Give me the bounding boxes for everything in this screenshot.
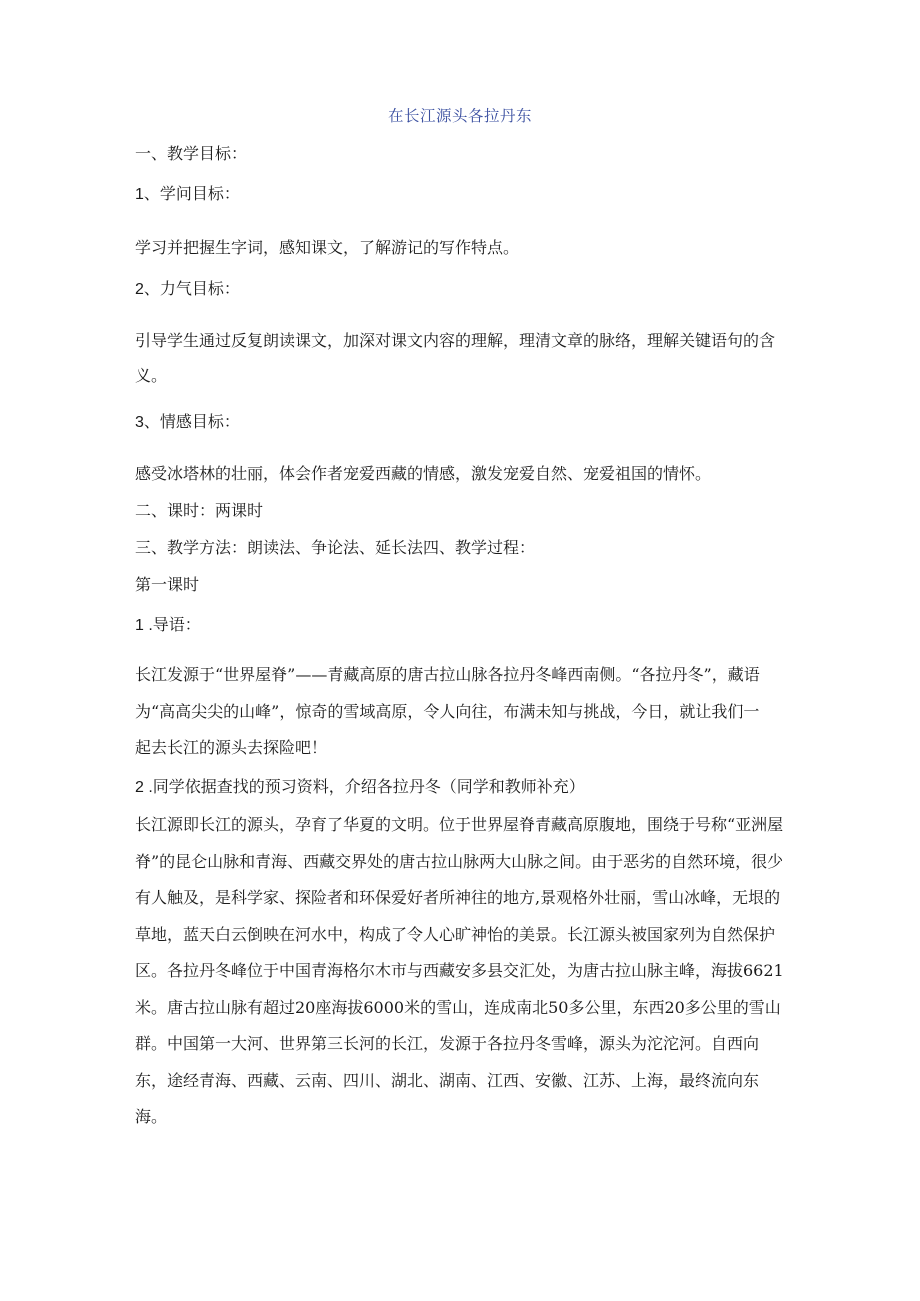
subheading-ability-objective: 2、力气目标： (135, 281, 240, 298)
step-2-heading: 2 .同学依据查找的预习资料，介绍各拉丹冬（同学和教师补充） (135, 779, 585, 796)
step-1-introduction-heading: 1 .导语： (135, 617, 201, 634)
document-title: 在长江源头各拉丹东 (387, 107, 532, 125)
subheading-emotion-objective: 3、情感目标： (135, 414, 240, 431)
first-lesson-heading: 第一课时 (135, 575, 200, 594)
emotion-objective-text: 感受冰塔林的壮丽，体会作者宠爱西藏的情感，激发宠爱自然、宠爱祖国的情怀。 (135, 464, 712, 483)
ability-objective-text: 引导学生通过反复朗读课文，加深对课文内容的理解，理清文章的脉络，理解关键语句的含义。 (135, 331, 776, 385)
knowledge-objective-text: 学习并把握生字词，感知课文，了解游记的写作特点。 (135, 238, 520, 257)
source-description-paragraph: 长江源即长江的源头，孕育了华夏的文明。位于世界屋脊青藏高原腹地，围绕于号称“亚洲屋脊”的昆仑山脉和青海、西藏交界处的唐古拉山脉两大山脉之间。由于恶劣的自然环境，很少有人触及，是科学家、探险者和环保爱好者所神往的地方,景观格外壮丽，雪山冰峰，无垠的草地，蓝天白云倒映在河水中，构成了令人心旷神怡的美景。长江源头被国家列为自然保护区。各拉丹冬峰位于中国青海格尔木市与西藏安多县交汇处，为唐古拉山脉主峰，海拔6621米。唐古拉山脉有超过20座海拔6000米的雪山，连成南北50多公里，东西20多公里的雪山群。中国第一大河、世界第三长河的长江，发源于各拉丹冬雪峰，源头为沱沱河。自西向东，途经青海、西藏、云南、四川、湖北、湖南、江西、安徽、江苏、上海，最终流向东海。 (135, 815, 784, 1126)
subheading-knowledge-objective: 1、学问目标： (135, 186, 240, 203)
section-heading-objectives: 一、教学目标： (135, 144, 248, 163)
section-heading-methods: 三、教学方法：朗读法、争论法、延长法四、教学过程： (135, 538, 536, 557)
introduction-paragraph: 长江发源于“世界屋脊”——青藏高原的唐古拉山脉各拉丹冬峰西南侧。“各拉丹冬”，藏语为“高高尖尖的山峰”，惊奇的雪域高原，令人向往，布满未知与挑战，今日，就让我们一起去长江的源头去探险吧！ (135, 665, 760, 757)
section-heading-class-hours: 二、课时：两课时 (135, 501, 264, 520)
